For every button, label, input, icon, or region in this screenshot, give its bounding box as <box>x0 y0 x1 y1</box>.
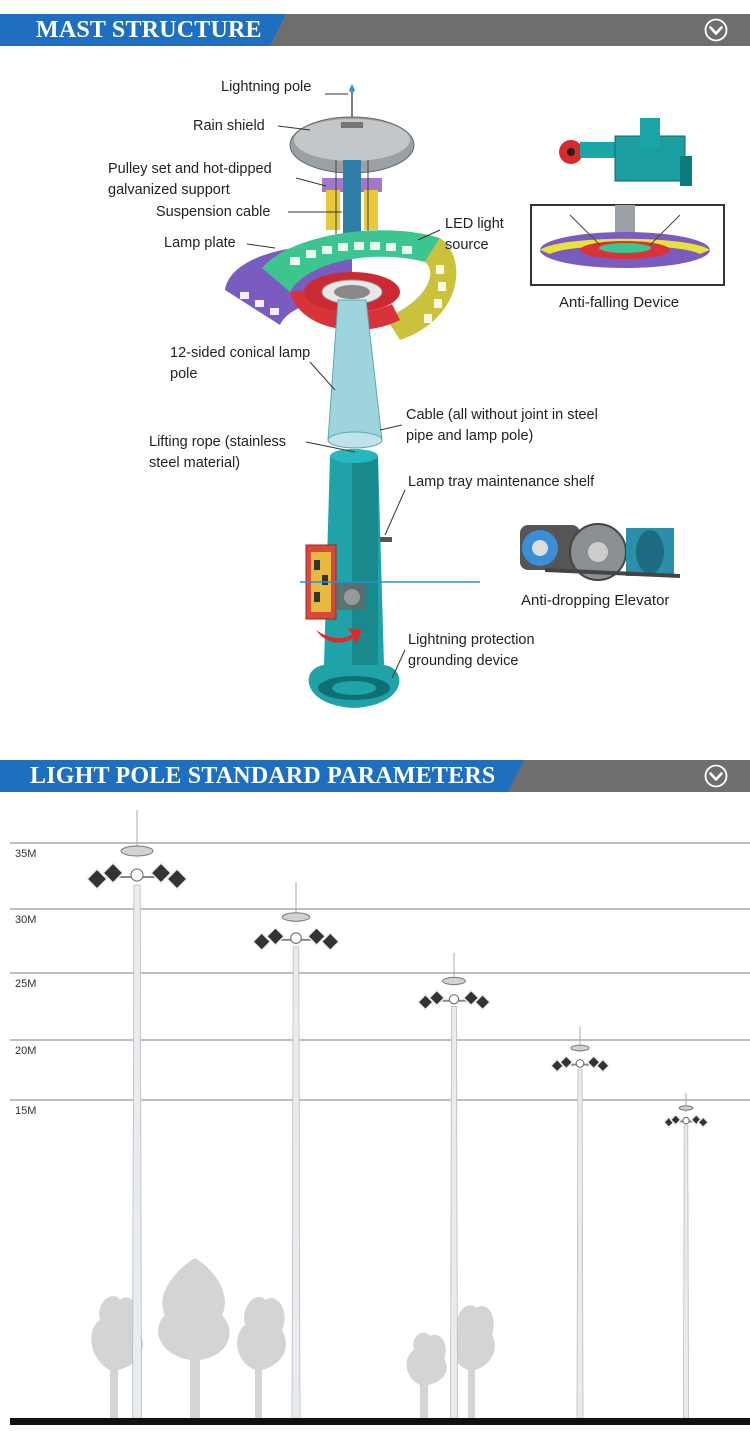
height-label-25M: 25M <box>15 978 37 990</box>
label-lightning-pole: Lightning pole <box>221 79 312 95</box>
section-header-light-pole-parameters <box>0 760 750 792</box>
section-title: LIGHT POLE STANDARD PARAMETERS <box>30 763 496 789</box>
height-label-15M: 15M <box>15 1105 37 1117</box>
anti-falling-device-illustration <box>531 118 724 285</box>
anti-dropping-elevator-illustration <box>520 524 680 580</box>
pole-height-chart <box>0 795 750 1434</box>
label-rain-shield: Rain shield <box>193 118 265 134</box>
light-pole-20m <box>551 1026 609 1418</box>
height-label-35M: 35M <box>15 848 37 860</box>
label-lamp-plate: Lamp plate <box>164 235 236 251</box>
maintenance-shelf <box>380 537 392 542</box>
section-header-mast-structure <box>0 14 750 46</box>
ground-line <box>10 1418 750 1425</box>
label-lightning-protection: Lightning protection grounding device <box>408 632 535 669</box>
chevron-down-circle-icon[interactable] <box>704 18 728 42</box>
caption-anti-dropping-elevator: Anti-dropping Elevator <box>521 592 670 609</box>
section-title: MAST STRUCTURE <box>36 17 262 43</box>
height-label-30M: 30M <box>15 914 37 926</box>
label-maintenance-shelf: Lamp tray maintenance shelf <box>408 474 595 490</box>
label-pulley-set: Pulley set and hot-dipped galvanized support <box>108 161 272 198</box>
label-suspension-cable: Suspension cable <box>156 204 271 220</box>
pulley-support <box>322 160 382 240</box>
height-label-20M: 20M <box>15 1045 37 1057</box>
chevron-down-circle-icon[interactable] <box>704 764 728 788</box>
height-gridlines <box>10 843 750 1100</box>
label-led-light-source: LED light source <box>445 216 504 253</box>
label-lifting-rope: Lifting rope (stainless steel material) <box>149 434 287 471</box>
label-cable: Cable (all without joint in steel pipe and lamp pole) <box>406 407 598 444</box>
caption-anti-falling-device: Anti-falling Device <box>559 294 680 311</box>
light-pole-15m <box>664 1093 708 1418</box>
label-conical-pole: 12-sided conical lamp pole <box>170 345 311 382</box>
mast-structure-diagram <box>0 56 750 736</box>
